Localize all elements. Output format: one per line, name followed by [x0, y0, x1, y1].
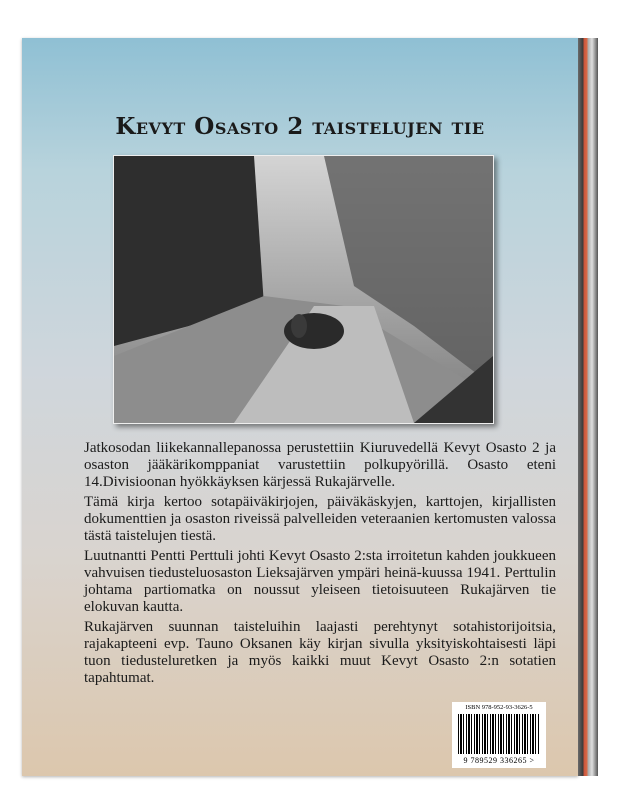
forest-road-soldiers-photo: [113, 155, 494, 424]
blurb-paragraph: Luutnantti Pentti Perttuli johti Kevyt Osasto 2:sta irroitetun kahden joukkueen vahvuisen tiedusteluosaston Lieksajärven ympäri heinä-kuussa 1941. Perttulin johtama partiomatka on noussut yleiseen tietoisuuteen Rukajärven tie elokuvan kautta.: [84, 548, 556, 615]
blurb-paragraph: Tämä kirja kertoo sotapäiväkirjojen, päiväkäskyjen, karttojen, kirjallisten dokumenttien ja osaston riveissä palvelleiden veteraanien kertomusten valossa tästä taistelujen tiestä.: [84, 494, 556, 544]
isbn-barcode: [452, 702, 546, 768]
barcode-bars: [458, 714, 540, 754]
book-spine: [578, 38, 598, 776]
blurb-paragraph: Rukajärven suunnan taisteluihin laajasti perehtynyt sotahistorijoitsia, rajakapteeni evp. Tauno Oksanen käy kirjan sivulla yksityiskohtaisesti läpi tuon tiedusteluretken ja myös kaikki muut Kevyt Osasto 2:n sotatien tapahtumat.: [84, 619, 556, 686]
blurb-paragraph: Jatkosodan liikekannallepanossa perustettiin Kiuruvedellä Kevyt Osasto 2 ja osaston jääkärikomppaniat varustettiin polkupyörillä. Osasto eteni 14.Divisioonan hyökkäyksen kärjessä Rukajärvelle.: [84, 440, 556, 490]
isbn-label: ISBN 978-952-93-3626-5: [465, 704, 533, 711]
blurb-text: [84, 440, 556, 690]
ean-number: 9 789529 336265 >: [463, 756, 535, 765]
book-title: Kevyt Osasto 2 taistelujen tie: [115, 113, 485, 140]
